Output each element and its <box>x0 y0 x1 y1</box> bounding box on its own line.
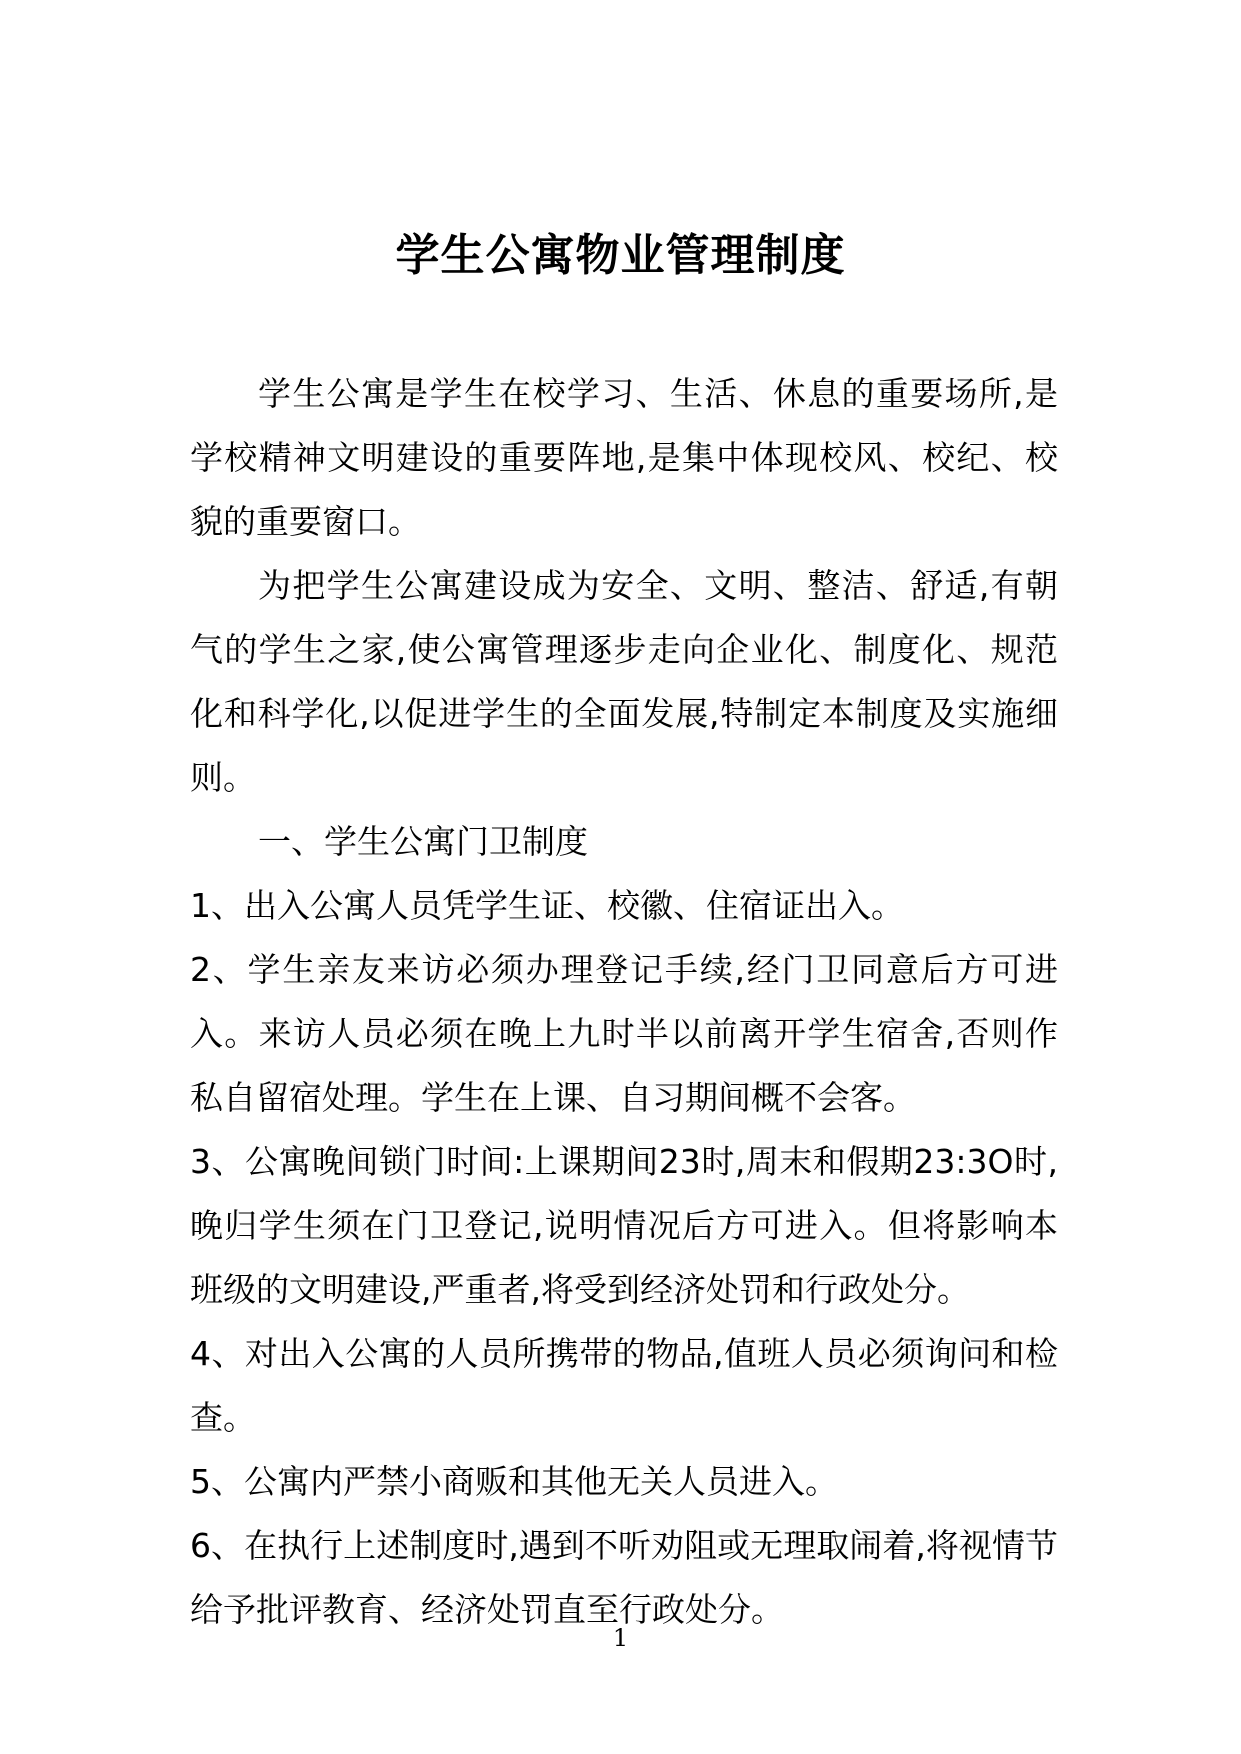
intro-paragraph: 学生公寓是学生在校学习、生活、休息的重要场所,是学校精神文明建设的重要阵地,是集中体现校风、校纪、校貌的重要窗口。 <box>190 374 1058 541</box>
rule-item-3: 3、公寓晚间锁门时间:上课期间23时,周末和假期23:3O时,晚归学生须在门卫登记,说明情况后方可进入。但将影响本班级的文明建设,严重者,将受到经济处罚和行政处分。 <box>190 1142 1058 1309</box>
document-body <box>190 362 1058 1642</box>
rule-item-6: 6、在执行上述制度时,遇到不听劝阻或无理取闹着,将视情节给予批评教育、经济处罚直至行政处分。 <box>190 1526 1058 1629</box>
rule-item-5: 5、公寓内严禁小商贩和其他无关人员进入。 <box>190 1462 838 1501</box>
rule-item-2: 2、学生亲友来访必须办理登记手续,经门卫同意后方可进入。来访人员必须在晚上九时半以前离开学生宿舍,否则作私自留宿处理。学生在上课、自习期间概不会客。 <box>190 950 1058 1117</box>
rule-item-4: 4、对出入公寓的人员所携带的物品,值班人员必须询问和检查。 <box>190 1334 1058 1437</box>
document-title: 学生公寓物业管理制度 <box>395 230 846 281</box>
section-heading: 一、学生公寓门卫制度 <box>258 822 588 861</box>
page-number: 1 <box>612 1624 629 1652</box>
purpose-paragraph: 为把学生公寓建设成为安全、文明、整洁、舒适,有朝气的学生之家,使公寓管理逐步走向企业化、制度化、规范化和科学化,以促进学生的全面发展,特制定本制度及实施细则。 <box>190 566 1058 797</box>
rule-item-1: 1、出入公寓人员凭学生证、校徽、住宿证出入。 <box>190 886 904 925</box>
